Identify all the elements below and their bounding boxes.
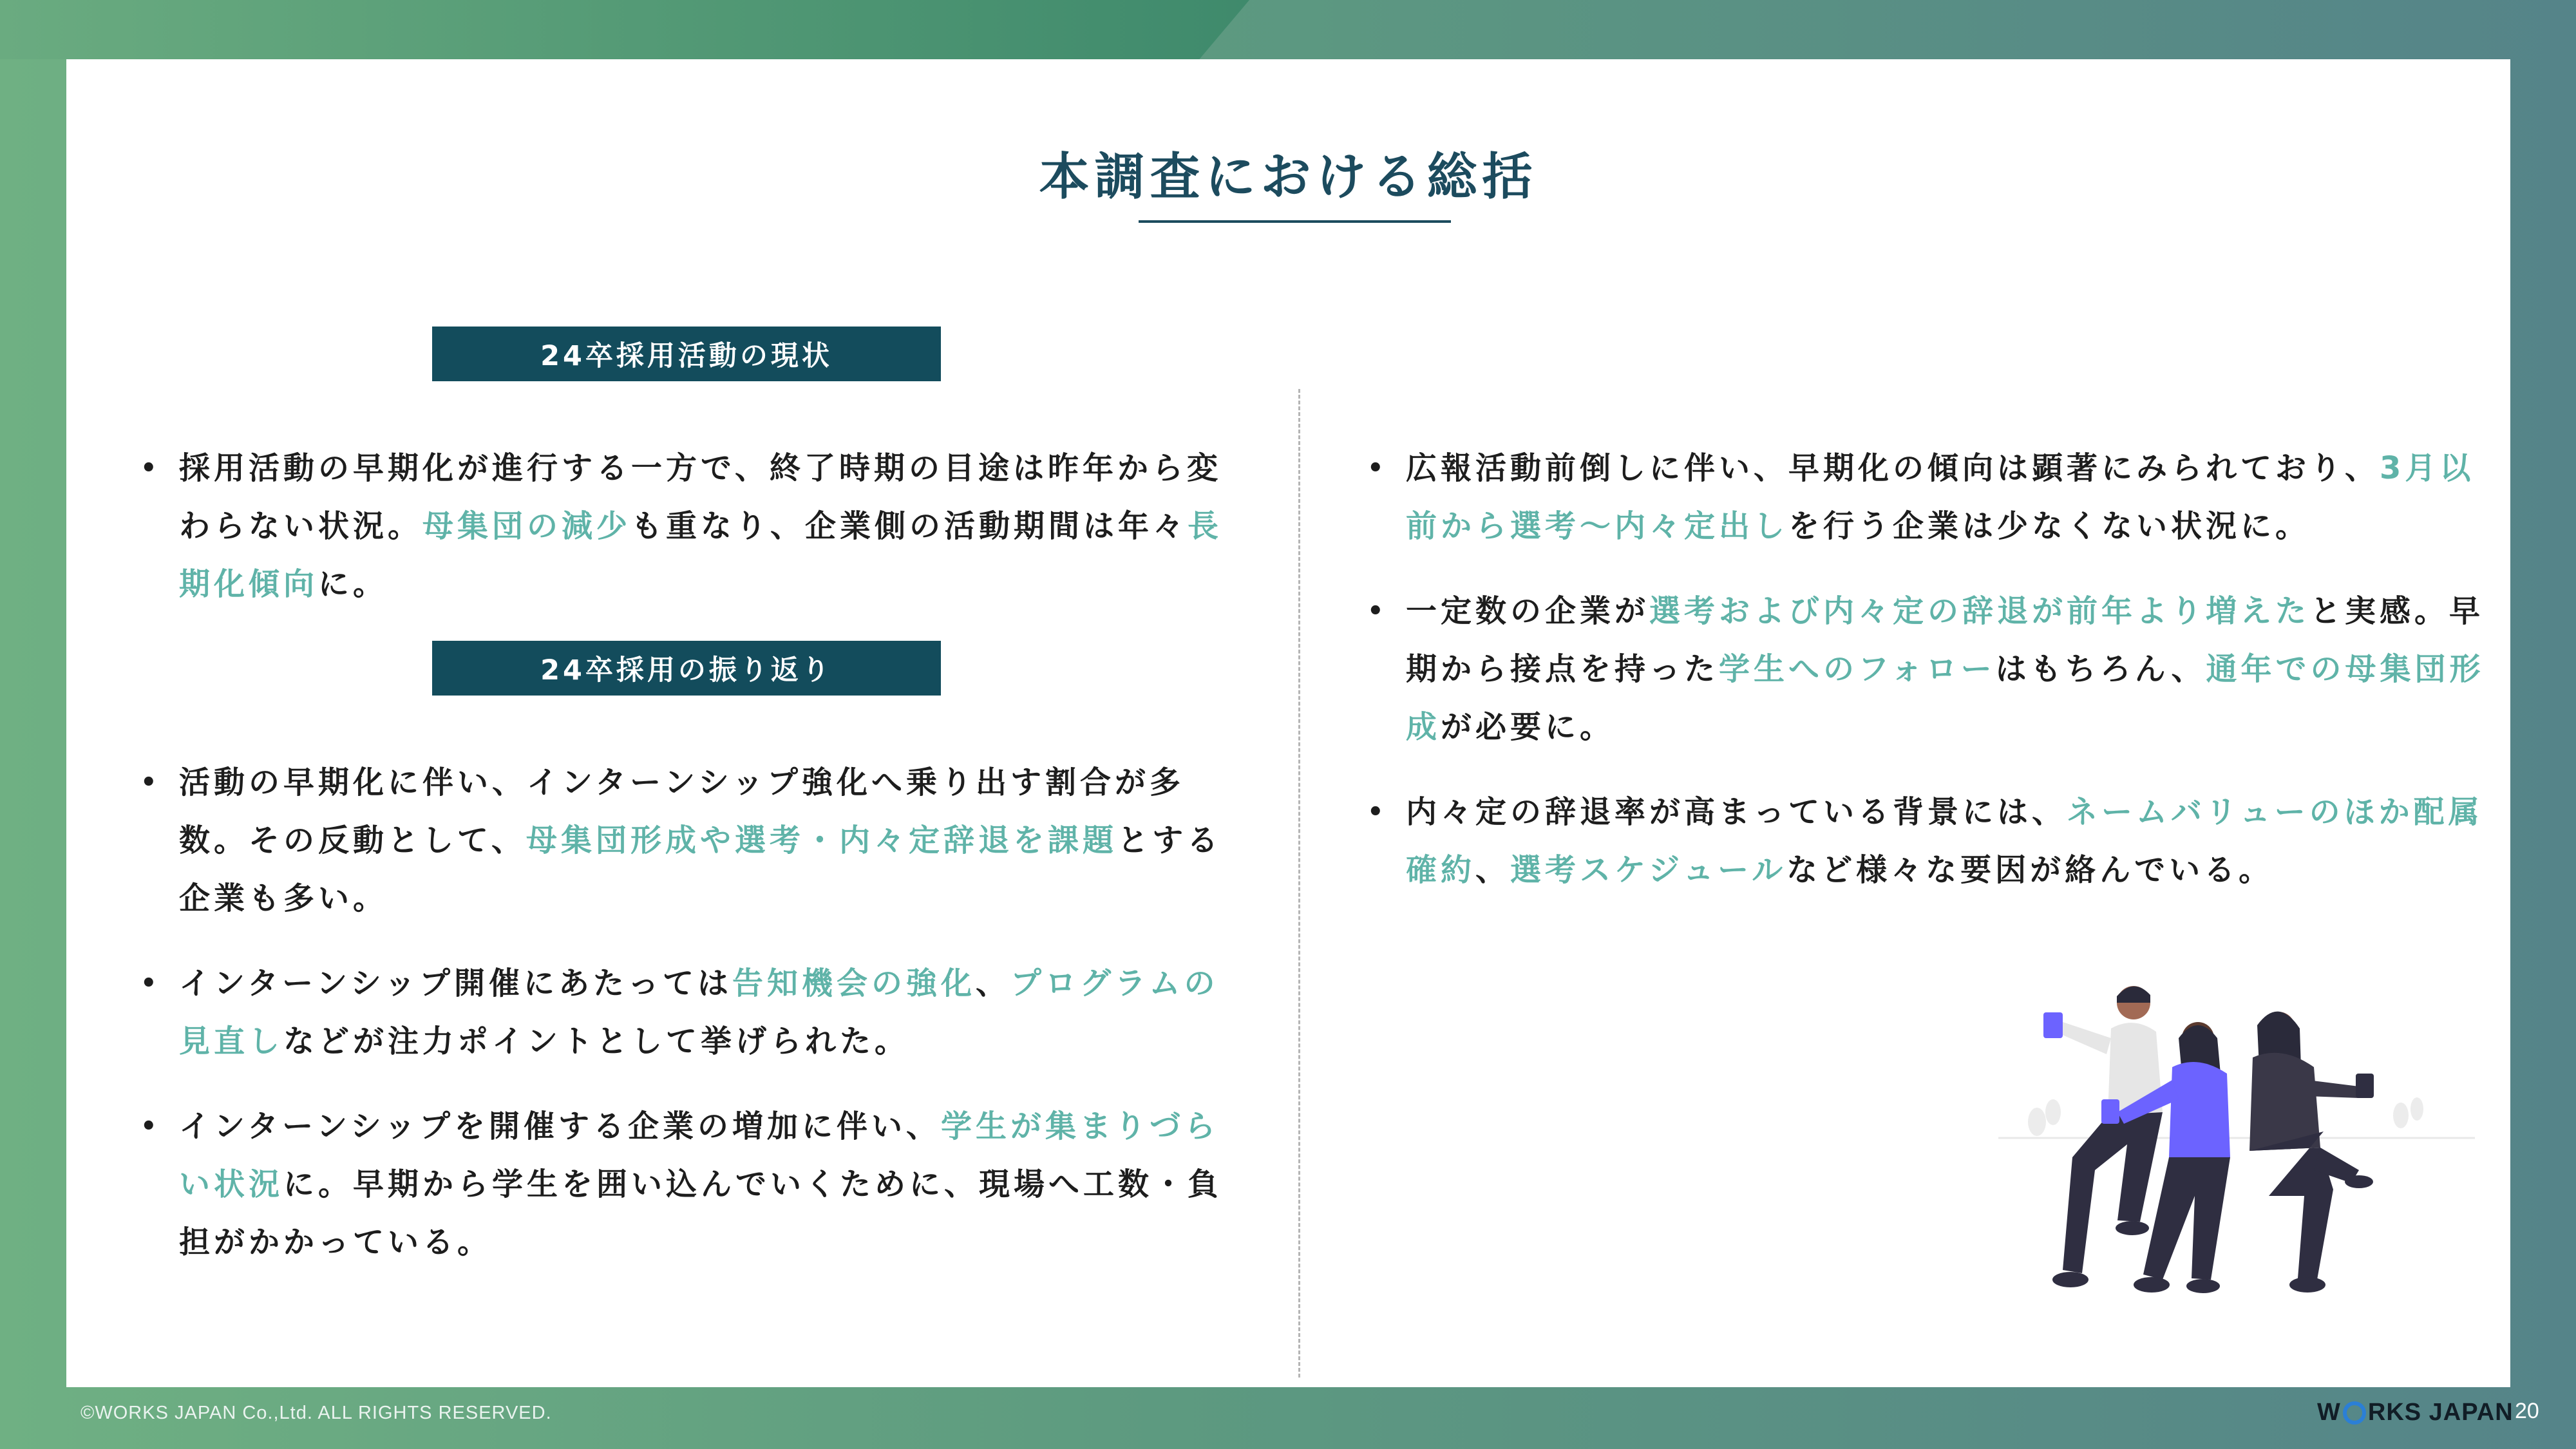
bullet-text: はもちろん、: [1995, 651, 2206, 687]
highlight-text: 長期化傾向: [179, 508, 1223, 602]
logo-circle-icon: [2343, 1401, 2366, 1425]
bullet-text: が必要に。: [1441, 709, 1615, 745]
highlight-text: 母集団の減少: [422, 508, 632, 544]
bullet-item: [134, 954, 1229, 1070]
current-status-bullets: [134, 439, 1229, 613]
highlight-text: 学生へのフォロー: [1719, 651, 1996, 687]
bullet-item: [1361, 783, 2494, 899]
summary-bullets: [1361, 439, 2494, 899]
title-underline: [1139, 220, 1451, 223]
bullet-text: インターンシップ開催にあたっては: [179, 965, 732, 1001]
bullet-text: とする企業も多い。: [179, 822, 1222, 916]
logo-text-prefix: W: [2317, 1399, 2341, 1426]
bullet-text: 、: [1475, 852, 1511, 888]
review-bullets: [134, 753, 1229, 1271]
top-accent-band: [0, 0, 1249, 59]
bullet-text: 活動の早期化に伴い、インターンシップ強化へ乗り出す割合が多数。その反動として、: [179, 764, 1184, 858]
highlight-text: 選考および内々定の辞退が前年より増えた: [1649, 593, 2311, 629]
bullet-text: などが注力ポイントとして挙げられた。: [283, 1023, 910, 1059]
bullet-text: 採用活動の早期化が進行する一方で、終了時期の目途は昨年から変わらない状況。: [179, 450, 1222, 544]
highlight-text: ネームバリューのほか配属確約: [1406, 794, 2483, 888]
bullet-item: [1361, 439, 2494, 555]
logo-text-suffix: RKS JAPAN: [2367, 1399, 2514, 1426]
highlight-text: 告知機会の強化: [732, 965, 976, 1001]
people-with-coffee-illustration: [1998, 977, 2475, 1376]
highlight-text: 3月以前から選考～内々定出し: [1406, 450, 2475, 544]
bullet-item: [134, 439, 1229, 613]
column-divider: [1298, 389, 1300, 1378]
bullet-text: など様々な要因が絡んでいる。: [1786, 852, 2274, 888]
bullet-text: を行う企業は少なくない状況に。: [1788, 508, 2311, 544]
slide-title: 本調査における総括: [1039, 148, 1538, 206]
highlight-text: 学生が集まりづらい状況: [179, 1108, 1219, 1202]
copyright-text: ©WORKS JAPAN Co.,Ltd. ALL RIGHTS RESERVED.: [80, 1403, 552, 1423]
highlight-text: 通年での母集団形成: [1406, 651, 2485, 745]
bullet-text: 内々定の辞退率が高まっている背景には、: [1406, 794, 2067, 830]
highlight-text: 選考スケジュール: [1510, 852, 1787, 888]
bullet-text: も重なり、企業側の活動期間は年々: [631, 508, 1188, 544]
bullet-item: [1361, 582, 2494, 756]
bullet-text: と実感。早期から接点を持った: [1406, 593, 2485, 687]
works-japan-logo: [2317, 1399, 2514, 1426]
section-label-current-status: 24卒採用活動の現状: [432, 327, 941, 381]
bullet-item: [134, 753, 1229, 927]
bullet-text: に。早期から学生を囲い込んでいくために、現場へ工数・負担がかかっている。: [179, 1166, 1223, 1260]
page-number: 20: [2515, 1399, 2539, 1423]
highlight-text: 母集団形成や選考・内々定辞退を課題: [526, 822, 1118, 858]
bullet-text: に。: [318, 566, 388, 602]
bullet-text: 広報活動前倒しに伴い、早期化の傾向は顕著にみられており、: [1406, 450, 2380, 486]
bullet-item: [134, 1097, 1229, 1271]
section-label-review: 24卒採用の振り返り: [432, 641, 941, 696]
bullet-text: 一定数の企業が: [1406, 593, 1650, 629]
slide-card: [66, 59, 2510, 1387]
highlight-text: プログラムの見直し: [179, 965, 1219, 1059]
bullet-text: インターンシップを開催する企業の増加に伴い、: [179, 1108, 941, 1144]
bullet-text: 、: [975, 965, 1010, 1001]
